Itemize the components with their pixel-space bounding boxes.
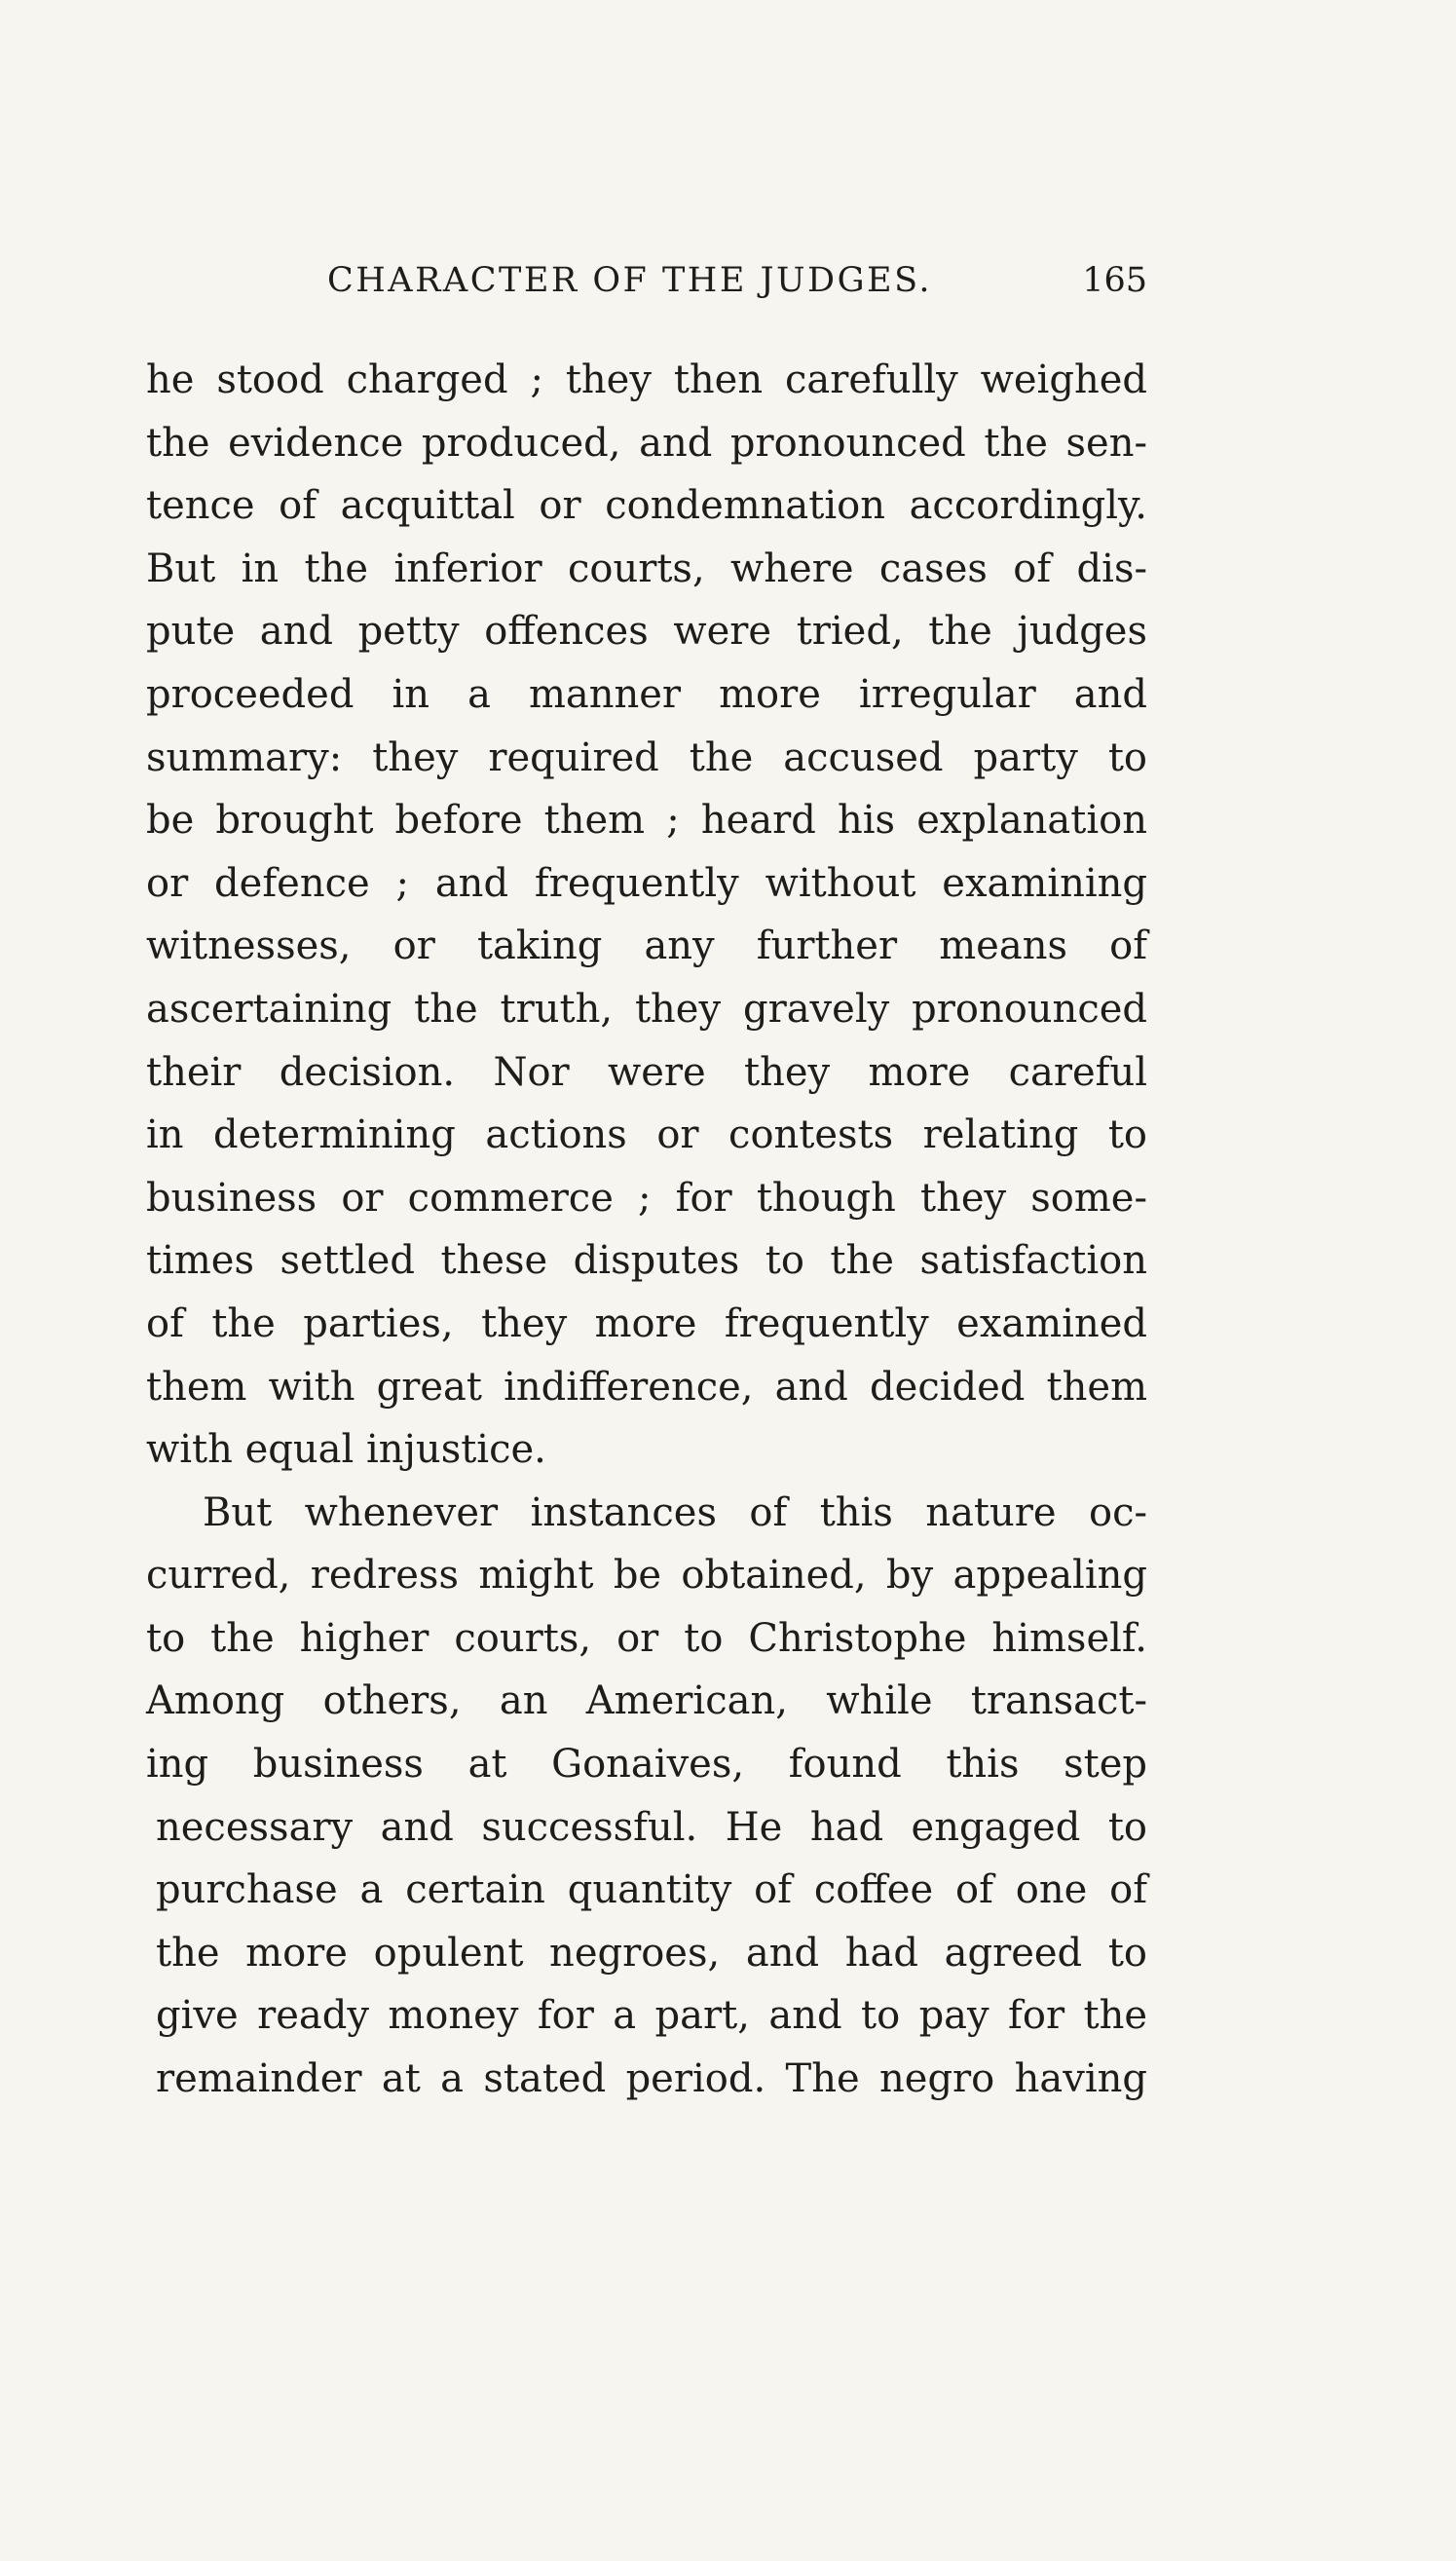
text-line: to the higher courts, or to Christophe himself. <box>146 1615 1147 1661</box>
text-line: business or commerce ; for though they some- <box>146 1175 1147 1221</box>
text-line: purchase a certain quantity of coffee of one of <box>156 1867 1147 1913</box>
text-line: give ready money for a part, and to pay for the <box>156 1993 1147 2039</box>
text-line: curred, redress might be obtained, by appealing <box>146 1553 1147 1599</box>
text-line: witnesses, or taking any further means of <box>146 923 1147 969</box>
text-line: of the parties, they more frequently examined <box>146 1300 1147 1346</box>
text-line: summary: they required the accused party to <box>146 734 1147 780</box>
running-header <box>146 261 1147 320</box>
text-line: he stood charged ; they then carefully weighed <box>146 358 1147 402</box>
text-line: the evidence produced, and pronounced the sen- <box>146 420 1147 466</box>
text-line: ascertaining the truth, they gravely pronounced <box>146 986 1147 1032</box>
text-line: their decision. Nor were they more careful <box>146 1049 1147 1095</box>
text-line: the more opulent negroes, and had agreed to <box>156 1930 1147 1976</box>
text-line: in determining actions or contests relating to <box>146 1112 1147 1158</box>
body-text <box>146 349 1147 2111</box>
text-line: Among others, an American, while transact- <box>146 1678 1147 1724</box>
running-title: CHARACTER OF THE JUDGES. <box>327 261 932 300</box>
page-number: 165 <box>1082 261 1147 300</box>
text-line: remainder at a stated period. The negro having <box>156 2056 1147 2102</box>
text-line: them with great indifference, and decided them <box>146 1364 1147 1410</box>
text-line: But in the inferior courts, where cases of dis- <box>146 546 1147 591</box>
text-line: tence of acquittal or condemnation accordingly. <box>146 483 1147 529</box>
paragraph-end-line: with equal injustice. <box>146 1427 546 1473</box>
paragraph-start-line: But whenever instances of this nature oc- <box>203 1489 1147 1535</box>
text-line: times settled these disputes to the satisfaction <box>146 1238 1147 1284</box>
text-line: proceeded in a manner more irregular and <box>146 671 1147 717</box>
text-line: ing business at Gonaives, found this step <box>146 1742 1147 1788</box>
text-line: or defence ; and frequently without examining <box>146 860 1147 906</box>
text-line: pute and petty offences were tried, the judges <box>146 609 1147 655</box>
text-line: necessary and successful. He had engaged to <box>156 1804 1147 1850</box>
text-line: be brought before them ; heard his explanation <box>146 798 1147 844</box>
